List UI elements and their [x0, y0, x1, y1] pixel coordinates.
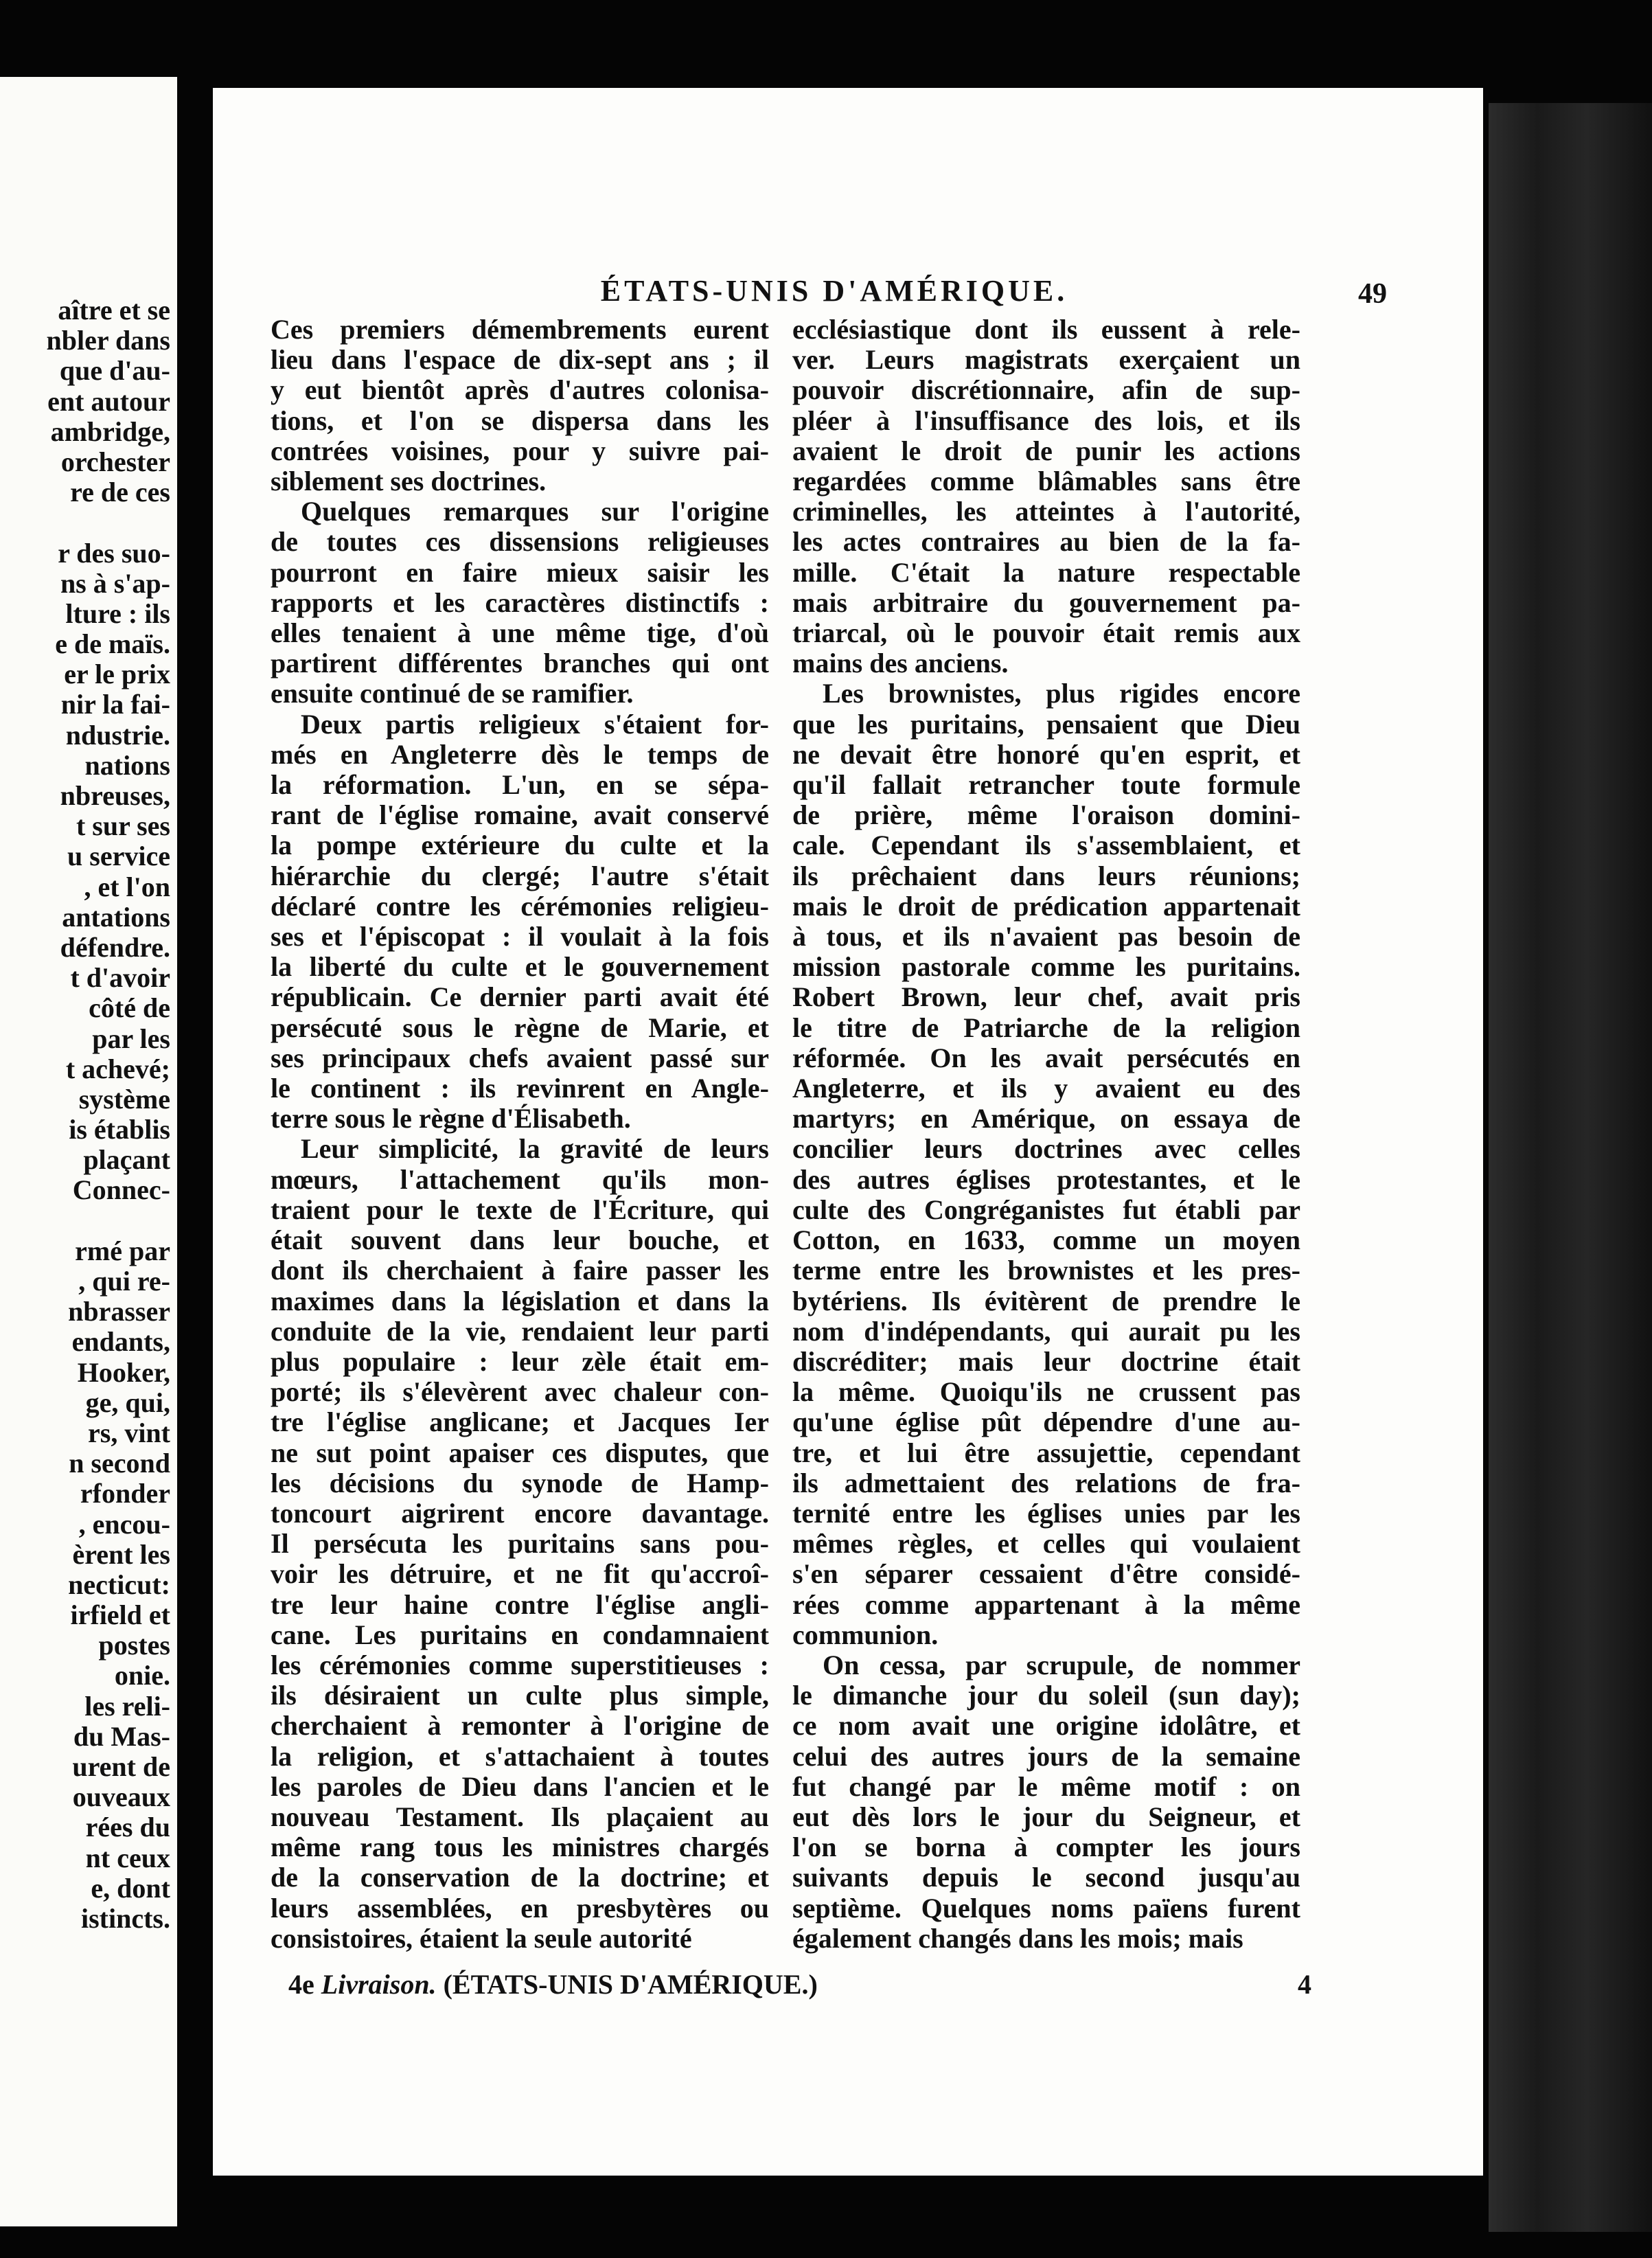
text-line: culte des Congréganistes fut établi par: [792, 1194, 1300, 1225]
text-line: que les puritains, pensaient que Dieu: [792, 708, 1300, 740]
previous-page-line: plaçant: [83, 1144, 170, 1176]
text-line: terme entre les brownistes et les pres-: [792, 1255, 1300, 1286]
previous-page-line: par les: [92, 1023, 170, 1054]
text-line: fut changé par le même motif : on: [792, 1770, 1300, 1802]
previous-page-line: ouveaux: [72, 1781, 170, 1813]
previous-page-line: , qui re-: [78, 1266, 170, 1297]
text-line: rées comme appartenant à la même: [792, 1588, 1300, 1620]
text-line: de prière, même l'oraison domini-: [792, 799, 1300, 831]
text-line: regardées comme blâmables sans être: [792, 466, 1300, 497]
previous-page-line: aître et se: [58, 295, 170, 326]
text-line: nom d'indépendants, qui aurait pu les: [792, 1315, 1300, 1347]
previous-page-line: urent de: [72, 1751, 170, 1782]
text-line: mœurs, l'attachement qu'ils mon-: [271, 1163, 769, 1195]
text-line: réformée. On les avait persécutés en: [792, 1042, 1300, 1073]
running-title: ÉTATS-UNIS D'AMÉRIQUE.: [600, 274, 1068, 308]
text-line: rapports et les caractères distinctifs :: [271, 586, 769, 618]
text-line: même rang tous les ministres chargés: [271, 1832, 769, 1863]
previous-page-line: èrent les: [72, 1538, 170, 1570]
right-text-column: [792, 315, 1300, 1954]
text-line: pléer à l'insuffisance des lois, et ils: [792, 404, 1300, 436]
text-line: cane. Les puritains en condamnaient: [271, 1619, 769, 1650]
sheet-number: 4: [1298, 1969, 1311, 2000]
text-line: Quelques remarques sur l'origine: [301, 496, 769, 527]
text-line: leurs assemblées, en presbytères ou: [271, 1892, 769, 1924]
previous-page-fragment: [0, 77, 177, 2226]
text-line: Les brownistes, plus rigides encore: [823, 678, 1300, 709]
text-line: Leur simplicité, la gravité de leurs: [301, 1133, 769, 1165]
previous-page-line: , encou-: [78, 1508, 170, 1540]
text-line: avaient le droit de punir les actions: [792, 435, 1300, 466]
previous-page-line: necticut:: [68, 1569, 170, 1600]
text-line: porté; ils s'élevèrent avec chaleur con-: [271, 1376, 769, 1408]
previous-page-line: rées du: [85, 1812, 170, 1843]
text-line: cale. Cependant ils s'assemblaient, et: [792, 830, 1300, 861]
text-line: Angleterre, et ils y avaient eu des: [792, 1073, 1300, 1104]
text-line: la réformation. L'un, en se sépa-: [271, 769, 769, 801]
text-line: suivants depuis le second jusqu'au: [792, 1862, 1300, 1893]
text-line: contrées voisines, pour y suivre pai-: [271, 435, 769, 466]
previous-page-line: istincts.: [81, 1902, 170, 1934]
text-line: les paroles de Dieu dans l'ancien et le: [271, 1770, 769, 1802]
text-line: nouveau Testament. Ils plaçaient au: [271, 1801, 769, 1832]
text-line: celui des autres jours de la semaine: [792, 1740, 1300, 1772]
text-line: était souvent dans leur bouche, et: [271, 1224, 769, 1256]
text-line: persécuté sous le règne de Marie, et: [271, 1012, 769, 1043]
left-text-column: [271, 315, 769, 1954]
text-line: le continent : ils revinrent en Angle-: [271, 1073, 769, 1104]
text-line: criminelles, les atteintes à l'autorité,: [792, 496, 1300, 527]
previous-page-line: nations: [84, 749, 170, 781]
page-header: [213, 273, 1483, 315]
previous-page-line: , et l'on: [84, 871, 170, 902]
text-line: ils désiraient un culte plus simple,: [271, 1680, 769, 1711]
text-line: de la conservation de la doctrine; et: [271, 1862, 769, 1893]
text-line: l'on se borna à compter les jours: [792, 1832, 1300, 1863]
previous-page-line: système: [78, 1083, 170, 1115]
previous-page-line: t d'avoir: [70, 962, 170, 994]
text-line: mais arbitraire du gouvernement pa-: [792, 586, 1300, 618]
previous-page-line: les reli-: [84, 1690, 170, 1722]
text-line: ternité entre les églises unies par les: [792, 1497, 1300, 1529]
text-line: le titre de Patriarche de la religion: [792, 1012, 1300, 1043]
text-line: eut dès lors le jour du Seigneur, et: [792, 1801, 1300, 1832]
text-line: le dimanche jour du soleil (sun day);: [792, 1680, 1300, 1711]
previous-page-line: ns à s'ap-: [60, 567, 170, 599]
previous-page-text: [0, 295, 170, 1934]
previous-page-line: côté de: [89, 992, 170, 1024]
previous-page-line: er le prix: [64, 659, 170, 690]
text-line: ecclésiastique dont ils eussent à rele-: [792, 314, 1300, 345]
text-line: hiérarchie du clergé; l'autre s'était: [271, 860, 769, 891]
text-line: consistoires, étaient la seule autorité: [271, 1922, 692, 1954]
previous-page-line: e, dont: [91, 1872, 170, 1904]
previous-page-line: [0, 508, 170, 538]
text-line: la pompe extérieure du culte et la: [271, 830, 769, 861]
text-line: qu'une église pût dépendre d'une au-: [792, 1406, 1300, 1438]
text-line: communion.: [792, 1619, 939, 1650]
text-line: Robert Brown, leur chef, avait pris: [792, 981, 1300, 1013]
previous-page-line: postes: [98, 1630, 170, 1661]
text-line: traient pour le texte de l'Écriture, qui: [271, 1194, 769, 1225]
text-line: républicain. Ce dernier parti avait été: [271, 981, 769, 1013]
text-line: Il persécuta les puritains sans pou-: [271, 1528, 769, 1560]
previous-page-line: ent autour: [47, 385, 170, 417]
text-line: maximes dans la législation et dans la: [271, 1285, 769, 1316]
text-line: les actes contraires au bien de la fa-: [792, 526, 1300, 558]
previous-page-line: nbrasser: [68, 1296, 170, 1327]
text-line: septième. Quelques noms païens furent: [792, 1892, 1300, 1924]
previous-page-line: endants,: [71, 1326, 170, 1358]
previous-page-line: du Mas-: [73, 1720, 170, 1752]
text-line: més en Angleterre dès le temps de: [271, 738, 769, 770]
text-line: mains des anciens.: [792, 648, 1009, 679]
previous-page-line: Hooker,: [77, 1356, 170, 1388]
text-line: la même. Quoiqu'ils ne crussent pas: [792, 1376, 1300, 1408]
previous-page-line: nbler dans: [46, 325, 170, 356]
previous-page-line: u service: [67, 841, 170, 872]
previous-page-line: ndustrie.: [65, 719, 170, 751]
text-line: qu'il fallait retrancher toute formule: [792, 769, 1300, 801]
text-line: à tous, et ils n'avaient pas besoin de: [792, 921, 1300, 953]
text-line: ne devait être honoré qu'en esprit, et: [792, 738, 1300, 770]
previous-page-line: Connec-: [72, 1174, 170, 1206]
text-line: ce nom avait une origine idolâtre, et: [792, 1710, 1300, 1742]
previous-page-line: nir la fai-: [60, 689, 170, 720]
previous-page-line: [0, 1206, 170, 1236]
text-line: la liberté du culte et le gouvernement: [271, 951, 769, 983]
text-line: siblement ses doctrines.: [271, 466, 547, 497]
text-line: On cessa, par scrupule, de nommer: [823, 1649, 1300, 1680]
text-line: mêmes règles, et celles qui voulaient: [792, 1528, 1300, 1560]
text-line: déclaré contre les cérémonies religieu-: [271, 890, 769, 922]
text-line: triarcal, où le pouvoir était remis aux: [792, 617, 1300, 649]
text-line: bytériens. Ils évitèrent de prendre le: [792, 1285, 1300, 1316]
text-line: de toutes ces dissensions religieuses: [271, 526, 769, 558]
text-line: ils admettaient des relations de fra-: [792, 1467, 1300, 1498]
book-edge: [1489, 103, 1652, 2232]
page-number: 49: [1358, 278, 1387, 310]
signature-title: (ÉTATS-UNIS D'AMÉRIQUE.): [443, 1969, 818, 2000]
previous-page-line: t achevé;: [65, 1053, 170, 1084]
text-line: Deux partis religieux s'étaient for-: [301, 708, 769, 740]
text-line: concilier leurs doctrines avec celles: [792, 1133, 1300, 1165]
previous-page-line: défendre.: [60, 931, 170, 963]
text-line: ils prêchaient dans leurs réunions;: [792, 860, 1300, 891]
text-line: ne sut point apaiser ces disputes, que: [271, 1437, 769, 1468]
text-line: les décisions du synode de Hamp-: [271, 1467, 769, 1498]
previous-page-line: rmé par: [75, 1235, 170, 1266]
previous-page-line: ambridge,: [50, 415, 170, 447]
text-line: toncourt aigrirent encore davantage.: [271, 1497, 769, 1529]
page-footer: [288, 1968, 1311, 2009]
previous-page-line: irfield et: [70, 1599, 170, 1631]
text-line: martyrs; en Amérique, on essaya de: [792, 1103, 1300, 1134]
previous-page-line: t sur ses: [76, 810, 170, 842]
text-line: Cotton, en 1633, comme un moyen: [792, 1224, 1300, 1256]
text-line: conduite de la vie, rendaient leur parti: [271, 1315, 769, 1347]
text-line: lieu dans l'espace de dix-sept ans ; il: [271, 344, 769, 376]
text-line: terre sous le règne d'Élisabeth.: [271, 1103, 631, 1134]
previous-page-line: r des suo-: [58, 537, 170, 569]
text-line: s'en séparer cessaient d'être considé-: [792, 1558, 1300, 1590]
text-line: ses et l'épiscopat : il voulait à la fois: [271, 921, 769, 953]
previous-page-line: e de maïs.: [55, 628, 170, 660]
previous-page-line: que d'au-: [59, 355, 170, 387]
text-line: dont ils cherchaient à faire passer les: [271, 1255, 769, 1286]
text-line: les cérémonies comme superstitieuses :: [271, 1649, 769, 1680]
text-line: discréditer; mais leur doctrine était: [792, 1345, 1300, 1377]
text-line: rant de l'église romaine, avait conservé: [271, 799, 769, 831]
previous-page-line: ge, qui,: [85, 1387, 170, 1418]
text-line: mais le droit de prédication appartenait: [792, 890, 1300, 922]
text-line: tre leur haine contre l'église angli-: [271, 1588, 769, 1620]
text-line: pourront en faire mieux saisir les: [271, 556, 769, 588]
text-line: la religion, et s'attachaient à toutes: [271, 1740, 769, 1772]
text-line: des autres églises protestantes, et le: [792, 1163, 1300, 1195]
previous-page-line: n second: [69, 1448, 170, 1479]
text-line: tre l'église anglicane; et Jacques Ier: [271, 1406, 769, 1438]
previous-page-line: re de ces: [70, 477, 170, 508]
signature-number: 4e: [288, 1969, 314, 2000]
previous-page-line: nt ceux: [85, 1842, 170, 1873]
text-line: elles tenaient à une même tige, d'où: [271, 617, 769, 649]
previous-page-line: is établis: [69, 1114, 170, 1145]
text-line: pouvoir discrétionnaire, afin de sup-: [792, 374, 1300, 406]
text-line: tre, et lui être assujettie, cependant: [792, 1437, 1300, 1468]
text-line: cherchaient à remonter à l'origine de: [271, 1710, 769, 1742]
previous-page-line: lture : ils: [65, 597, 170, 629]
signature-word: Livraison.: [321, 1969, 437, 2000]
text-line: tions, et l'on se dispersa dans les: [271, 404, 769, 436]
book-page: [213, 88, 1483, 2176]
previous-page-line: rs, vint: [88, 1417, 170, 1448]
text-line: Ces premiers démembrements eurent: [271, 314, 769, 345]
signature-mark: [288, 1968, 818, 2000]
text-line: ver. Leurs magistrats exerçaient un: [792, 344, 1300, 376]
text-line: mille. C'était la nature respectable: [792, 556, 1300, 588]
text-line: voir les détruire, et ne fit qu'accroî-: [271, 1558, 769, 1590]
text-line: ensuite continué de se ramifier.: [271, 678, 634, 709]
previous-page-line: nbreuses,: [60, 780, 170, 811]
text-line: plus populaire : leur zèle était em-: [271, 1345, 769, 1377]
text-line: partirent différentes branches qui ont: [271, 648, 769, 679]
previous-page-line: rfonder: [80, 1478, 170, 1509]
previous-page-line: onie.: [114, 1660, 170, 1691]
text-line: également changés dans les mois; mais: [792, 1922, 1243, 1954]
text-line: y eut bientôt après d'autres colonisa-: [271, 374, 769, 406]
previous-page-line: antations: [62, 901, 170, 933]
previous-page-line: orchester: [60, 446, 170, 477]
text-line: ses principaux chefs avaient passé sur: [271, 1042, 769, 1073]
text-line: mission pastorale comme les puritains.: [792, 951, 1300, 983]
